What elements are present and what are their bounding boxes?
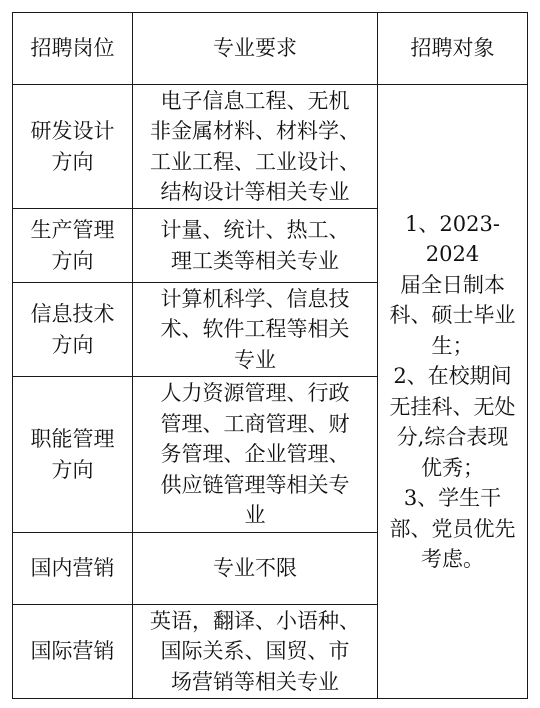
- table-header-row: [13, 13, 528, 85]
- position-line: 国际营销: [30, 639, 115, 664]
- major-cell: [133, 605, 378, 699]
- major-line: 务管理、企业管理、: [160, 442, 350, 467]
- major-line: 术、软件工程等相关: [160, 317, 350, 342]
- position-line: 职能管理: [30, 427, 115, 451]
- position-cell: [13, 209, 133, 283]
- position-cell: [13, 283, 133, 377]
- position-line: 方向: [51, 149, 94, 174]
- target-line: 科、硕士毕业: [389, 303, 516, 327]
- header-target: 招聘对象: [378, 13, 528, 85]
- major-line: 电子信息工程、无机: [160, 88, 350, 113]
- recruitment-table: [12, 12, 528, 699]
- position-cell: [13, 605, 133, 699]
- major-line: 国际关系、国贸、市: [160, 639, 350, 664]
- major-line: 人力资源管理、行政: [160, 381, 350, 406]
- major-line: 理工类等相关专业: [171, 248, 339, 273]
- major-line: 供应链管理等相关专: [160, 472, 350, 497]
- major-cell: [133, 209, 378, 283]
- major-line: 英语，翻译、小语种、: [150, 608, 360, 633]
- major-line: 专业: [234, 347, 276, 372]
- major-cell: [133, 533, 378, 605]
- major-cell: [133, 85, 378, 209]
- major-line: 计量、统计、热工、: [160, 218, 350, 242]
- position-cell: [13, 533, 133, 605]
- target-line: 2、在校期间: [393, 364, 512, 388]
- target-cell: [378, 85, 528, 699]
- position-line: 方向: [51, 457, 94, 482]
- table-row: [13, 85, 528, 209]
- position-cell: [13, 85, 133, 209]
- header-position: 招聘岗位: [13, 13, 133, 85]
- position-line: 方向: [51, 332, 94, 357]
- major-line: 非金属材料、材料学、: [150, 119, 360, 143]
- position-line: 信息技术: [30, 302, 115, 326]
- major-line: 场营销等相关专业: [171, 669, 339, 694]
- major-cell: [133, 283, 378, 377]
- major-line: 结构设计等相关专业: [160, 180, 350, 204]
- target-line: 3、学生干: [403, 486, 502, 510]
- target-line: 考虑。: [421, 547, 484, 571]
- major-line: 计算机科学、信息技: [160, 286, 350, 311]
- major-cell: [133, 377, 378, 533]
- major-line: 管理、工商管理、财: [160, 411, 350, 436]
- target-line: 无挂科、无处: [389, 394, 516, 419]
- major-line: 业: [244, 503, 266, 528]
- position-line: 生产管理: [30, 218, 115, 242]
- position-line: 方向: [51, 248, 94, 273]
- target-line: 分,综合表现: [396, 425, 509, 449]
- target-line: 1、2023-2024: [405, 211, 500, 266]
- position-line: 国内营销: [30, 556, 115, 581]
- target-line: 生；: [431, 333, 474, 358]
- major-line: 专业不限: [213, 556, 297, 581]
- target-line: 部、党员优先: [389, 516, 516, 541]
- position-line: 研发设计: [30, 119, 115, 143]
- position-cell: [13, 377, 133, 533]
- major-line: 工业工程、工业设计、: [150, 149, 360, 174]
- header-major: 专业要求: [133, 13, 378, 85]
- target-line: 优秀；: [421, 455, 484, 480]
- target-line: 届全日制本: [400, 272, 505, 297]
